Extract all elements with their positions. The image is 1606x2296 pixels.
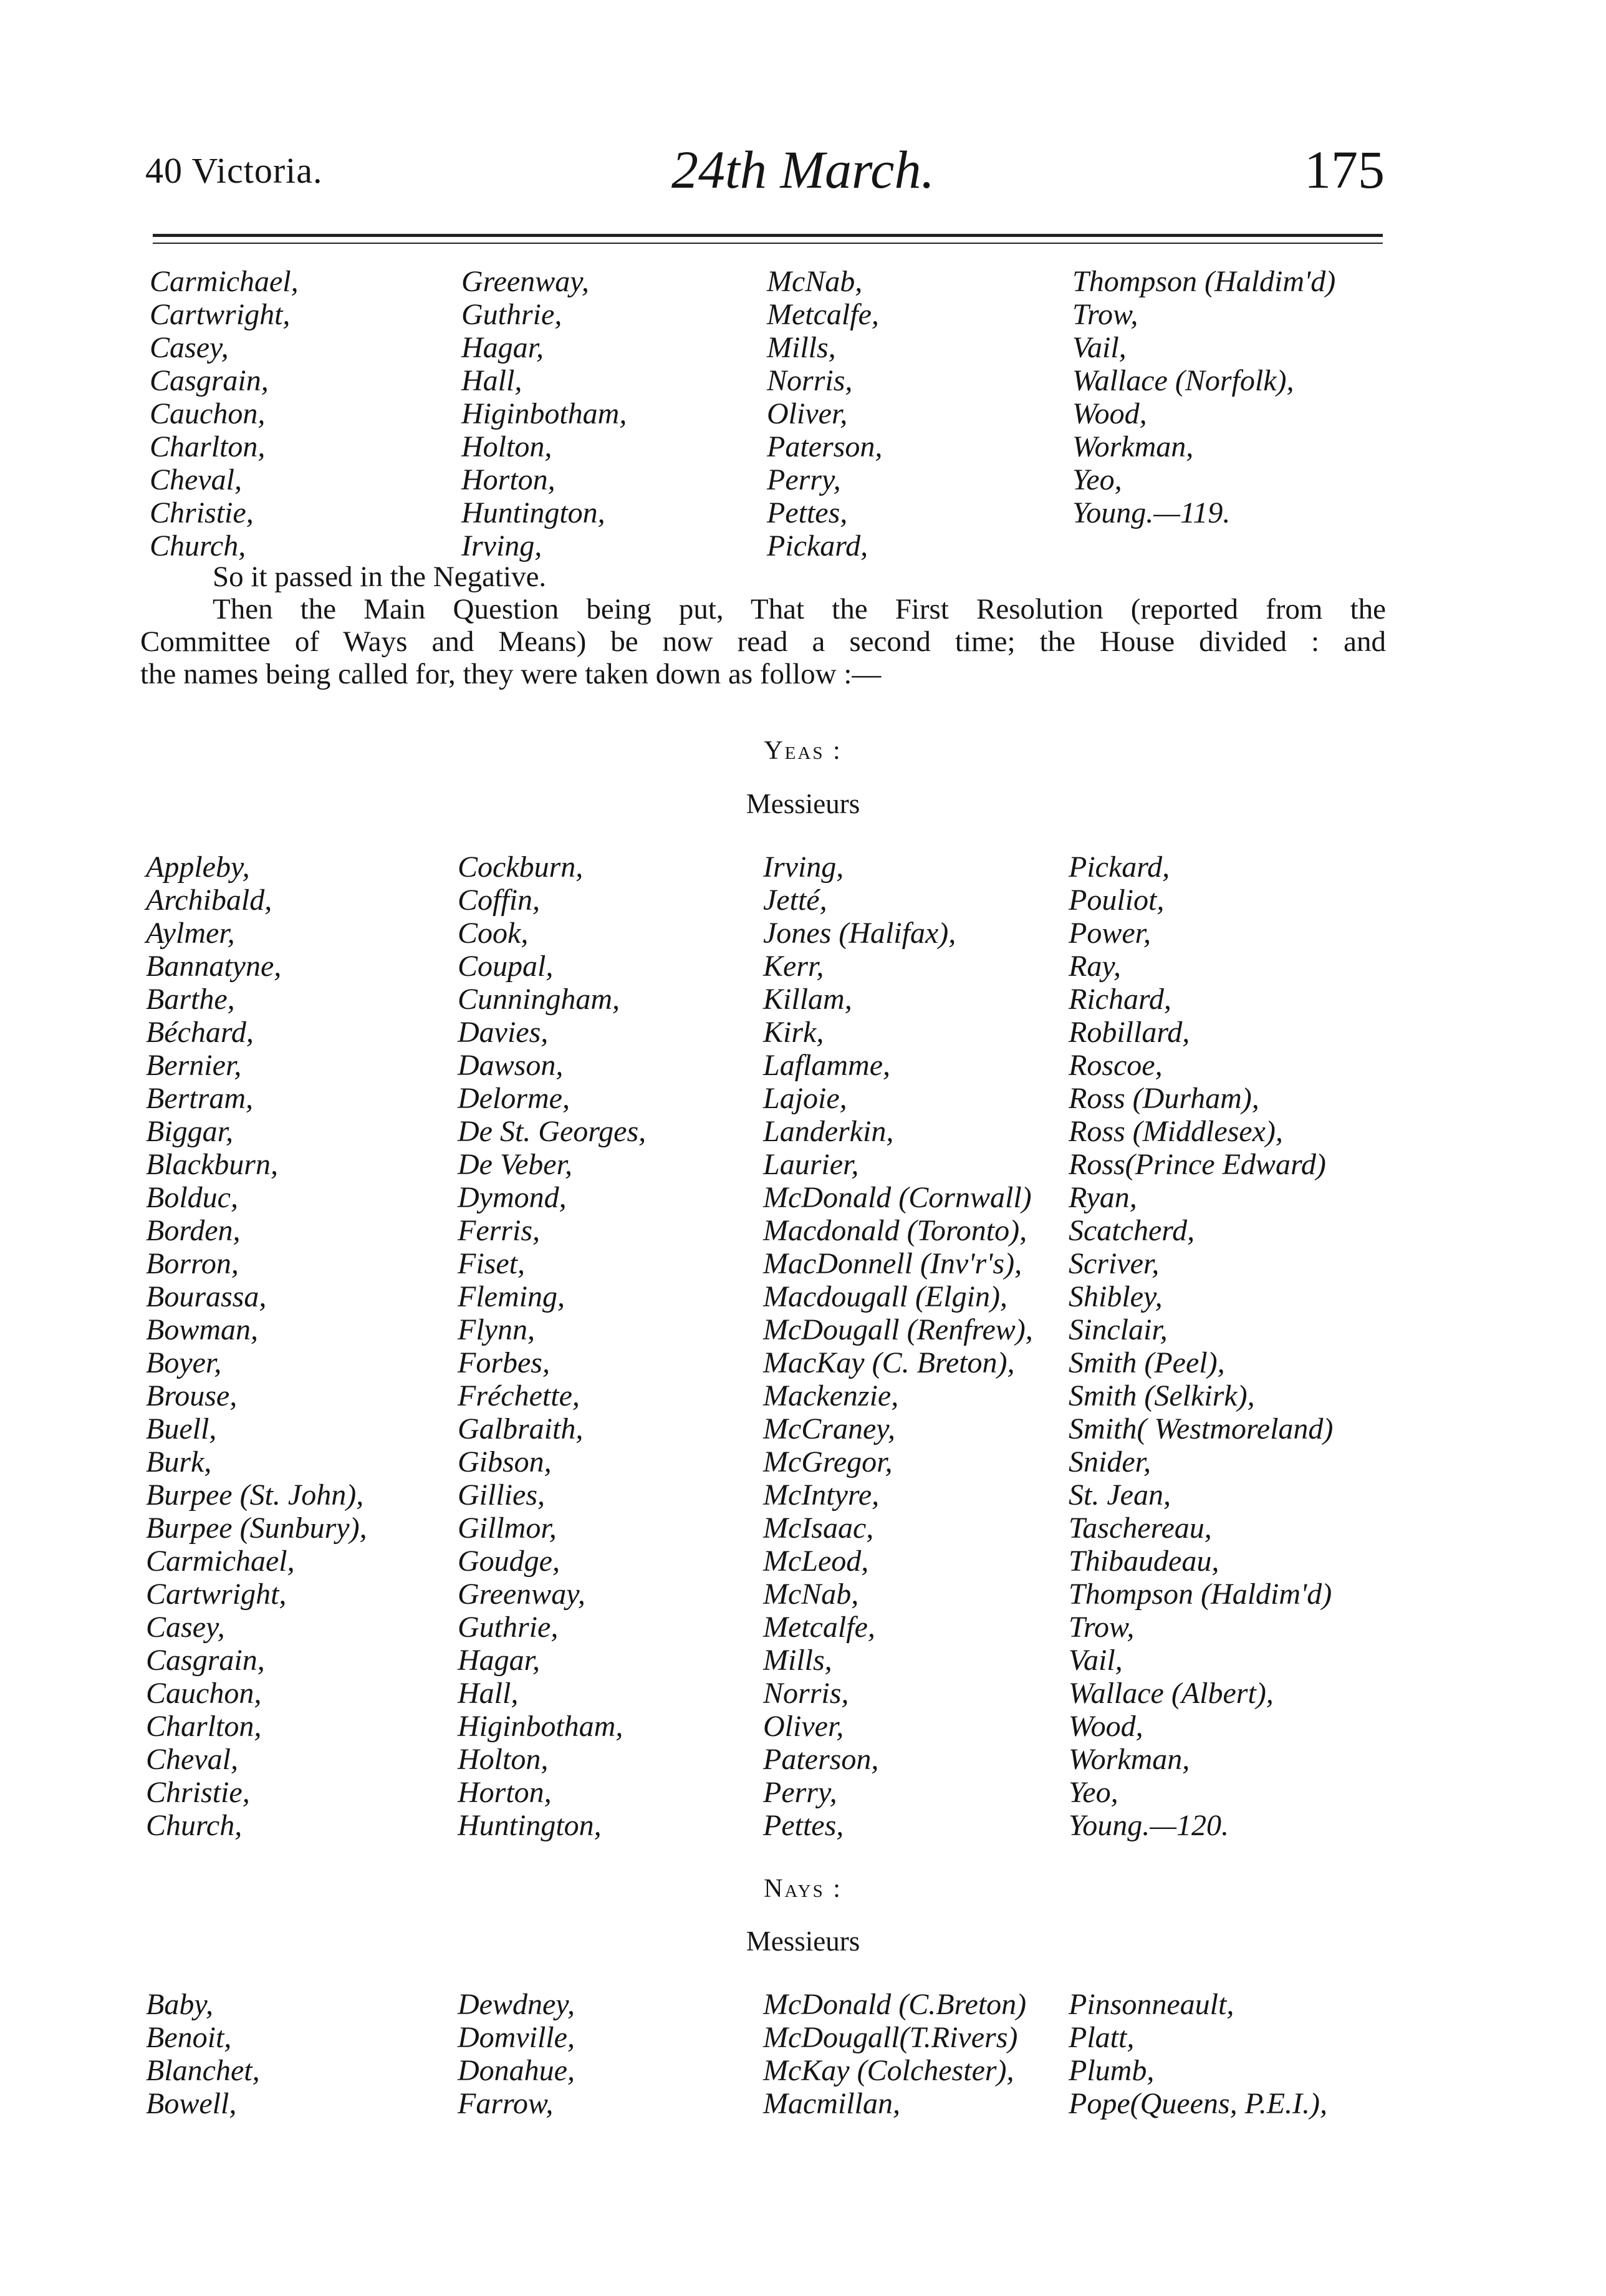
member-name: Borron, <box>146 1247 239 1280</box>
yeas-column <box>146 851 458 1842</box>
previous-division-list <box>150 265 1397 562</box>
member-name: Forbes, <box>458 1346 550 1379</box>
member-name: Appleby, <box>146 851 250 884</box>
member-name: Domville, <box>458 2021 575 2054</box>
nays-column <box>1069 1988 1393 2120</box>
member-name: Hagar, <box>461 331 544 364</box>
member-name: Dawson, <box>458 1049 564 1082</box>
member-name: Borden, <box>146 1214 241 1247</box>
member-name: Richard, <box>1069 983 1171 1016</box>
member-name: McCraney, <box>763 1412 895 1445</box>
member-name: Coffin, <box>458 884 541 917</box>
member-name: Pettes, <box>767 496 848 529</box>
member-name: Archibald, <box>146 884 272 917</box>
motion-line-2: Committee of Ways and Means) be now read a second time; the House divided : and <box>140 625 1386 658</box>
member-name: Casey, <box>146 1611 225 1644</box>
member-name: Church, <box>146 1809 243 1842</box>
member-name: Platt, <box>1069 2021 1135 2054</box>
member-name: Cauchon, <box>150 397 266 430</box>
nays-column <box>146 1988 458 2120</box>
member-name: Horton, <box>461 463 555 496</box>
member-name: Yeo, <box>1072 463 1122 496</box>
member-name: Landerkin, <box>763 1115 894 1148</box>
header-rule-thin <box>153 243 1383 244</box>
member-name: Carmichael, <box>150 265 299 298</box>
member-name: Laflamme, <box>763 1049 890 1082</box>
member-name: Higinbotham, <box>458 1710 623 1743</box>
member-name: Burk, <box>146 1445 212 1478</box>
member-name: Charlton, <box>150 430 266 463</box>
member-name: Goudge, <box>458 1545 560 1578</box>
member-name: Metcalfe, <box>767 298 879 331</box>
member-name: Casgrain, <box>146 1644 265 1677</box>
member-name: Mills, <box>763 1644 832 1677</box>
member-name: Gillmor, <box>458 1512 557 1545</box>
member-name: McDonald (C.Breton) <box>763 1988 1027 2021</box>
member-name: Norris, <box>763 1677 849 1710</box>
member-name: Brouse, <box>146 1379 238 1412</box>
member-name: Buell, <box>146 1412 217 1445</box>
member-name: Béchard, <box>146 1016 254 1049</box>
member-name: Killam, <box>763 983 852 1016</box>
member-name: Ferris, <box>458 1214 540 1247</box>
member-name: Baby, <box>146 1988 213 2021</box>
member-name: McDougall (Renfrew), <box>763 1313 1033 1346</box>
member-name: Guthrie, <box>458 1611 559 1644</box>
member-name: Ray, <box>1069 950 1121 983</box>
member-name: Plumb, <box>1069 2054 1155 2087</box>
yeas-column <box>1069 851 1393 1842</box>
member-name: Jetté, <box>763 884 827 917</box>
member-name: Ross(Prince Edward) <box>1069 1148 1326 1181</box>
member-name: Hall, <box>461 364 522 397</box>
nays-column <box>763 1988 1069 2120</box>
member-name: Macdonald (Toronto), <box>763 1214 1027 1247</box>
member-name: Pope(Queens, P.E.I.), <box>1069 2087 1327 2120</box>
member-name: Lajoie, <box>763 1082 847 1115</box>
division-column <box>461 265 767 562</box>
member-name: Irving, <box>763 851 844 884</box>
member-name: Pickard, <box>767 529 868 562</box>
member-name: Barthe, <box>146 983 235 1016</box>
member-name: Jones (Halifax), <box>763 917 956 950</box>
member-name: Hall, <box>458 1677 519 1710</box>
member-name: Hagar, <box>458 1644 541 1677</box>
member-name: Cheval, <box>146 1743 238 1776</box>
member-name: Bannatyne, <box>146 950 282 983</box>
member-name: Paterson, <box>767 430 883 463</box>
yeas-subheading: Messieurs <box>746 788 860 819</box>
member-name: Bowman, <box>146 1313 258 1346</box>
member-name: Bowell, <box>146 2087 237 2120</box>
member-name: Bolduc, <box>146 1181 238 1214</box>
division-column <box>767 265 1072 562</box>
member-name: Trow, <box>1069 1611 1135 1644</box>
member-name: Bourassa, <box>146 1280 267 1313</box>
member-name: Dymond, <box>458 1181 567 1214</box>
member-name: De Veber, <box>458 1148 572 1181</box>
member-name: St. Jean, <box>1069 1478 1171 1512</box>
member-name: Metcalfe, <box>763 1611 875 1644</box>
yeas-heading: Yeas : <box>764 736 842 765</box>
member-name: Vail, <box>1069 1644 1123 1677</box>
member-name: Charlton, <box>146 1710 262 1743</box>
member-name: Perry, <box>767 463 841 496</box>
member-name: MacDonnell (Inv'r's), <box>763 1247 1022 1280</box>
member-name: Carmichael, <box>146 1545 295 1578</box>
motion-line-1: Then the Main Question being put, That the First Resolution (reported from the <box>213 593 1386 625</box>
member-name: Cauchon, <box>146 1677 262 1710</box>
member-name: Guthrie, <box>461 298 562 331</box>
member-name: Blackburn, <box>146 1148 278 1181</box>
member-name: Vail, <box>1072 331 1127 364</box>
member-name: McIntyre, <box>763 1478 880 1512</box>
member-name: Irving, <box>461 529 542 562</box>
member-name: De St. Georges, <box>458 1115 647 1148</box>
yeas-list <box>146 851 1393 1842</box>
negative-result-line: So it passed in the Negative. <box>213 561 547 593</box>
member-name: Cartwright, <box>150 298 291 331</box>
member-name: Bertram, <box>146 1082 253 1115</box>
member-name: Biggar, <box>146 1115 234 1148</box>
member-name: Wood, <box>1072 397 1147 430</box>
member-name: Gillies, <box>458 1478 545 1512</box>
member-name: Bernier, <box>146 1049 242 1082</box>
member-name: Church, <box>150 529 246 562</box>
member-name: Pouliot, <box>1069 884 1165 917</box>
member-name: Paterson, <box>763 1743 879 1776</box>
member-name: Pinsonneault, <box>1069 1988 1234 2021</box>
member-name: Smith (Selkirk), <box>1069 1379 1255 1412</box>
member-name: Cartwright, <box>146 1578 287 1611</box>
member-name: Pickard, <box>1069 851 1170 884</box>
member-name: Kerr, <box>763 950 824 983</box>
motion-line-3: the names being called for, they were taken down as follow :— <box>140 658 882 690</box>
member-name: Perry, <box>763 1776 837 1809</box>
member-name: Blanchet, <box>146 2054 260 2087</box>
member-name: Christie, <box>146 1776 250 1809</box>
member-name: Davies, <box>458 1016 549 1049</box>
member-name: Casgrain, <box>150 364 269 397</box>
member-name: Flynn, <box>458 1313 535 1346</box>
member-name: Farrow, <box>458 2087 554 2120</box>
member-name: McDougall(T.Rivers) <box>763 2021 1018 2054</box>
division-column <box>1072 265 1397 562</box>
member-name: Thompson (Haldim'd) <box>1072 265 1336 298</box>
member-name: Macmillan, <box>763 2087 900 2120</box>
member-name: Scatcherd, <box>1069 1214 1195 1247</box>
member-name: Workman, <box>1072 430 1194 463</box>
member-name: Wood, <box>1069 1710 1143 1743</box>
member-name: Burpee (St. John), <box>146 1478 364 1512</box>
page-number: 175 <box>1304 140 1385 200</box>
member-name: Yeo, <box>1069 1776 1118 1809</box>
member-name: McNab, <box>767 265 863 298</box>
yeas-column <box>458 851 763 1842</box>
yeas-column <box>763 851 1069 1842</box>
member-name: Holton, <box>458 1743 549 1776</box>
member-name: Trow, <box>1072 298 1138 331</box>
member-name: Smith( Westmoreland) <box>1069 1412 1334 1445</box>
member-name: Higinbotham, <box>461 397 627 430</box>
member-name: McIsaac, <box>763 1512 874 1545</box>
member-name: Galbraith, <box>458 1412 584 1445</box>
member-name: Benoit, <box>146 2021 232 2054</box>
member-name: Norris, <box>767 364 853 397</box>
member-name: Smith (Peel), <box>1069 1346 1225 1379</box>
member-name: Macdougall (Elgin), <box>763 1280 1007 1313</box>
member-name: Aylmer, <box>146 917 235 950</box>
member-name: Kirk, <box>763 1016 824 1049</box>
nays-heading: Nays : <box>764 1874 842 1903</box>
member-name: Coupal, <box>458 950 554 983</box>
nays-subheading: Messieurs <box>746 1926 860 1957</box>
division-column <box>150 265 461 562</box>
member-name: MacKay (C. Breton), <box>763 1346 1015 1379</box>
nays-list <box>146 1988 1393 2120</box>
member-name: Power, <box>1069 917 1151 950</box>
member-name: Casey, <box>150 331 229 364</box>
member-name: McNab, <box>763 1578 859 1611</box>
member-name: Ryan, <box>1069 1181 1137 1214</box>
member-name: Young.—119. <box>1072 496 1231 529</box>
member-name: Snider, <box>1069 1445 1151 1478</box>
member-name: Thibaudeau, <box>1069 1545 1219 1578</box>
member-name: Cockburn, <box>458 851 584 884</box>
session-label: 40 Victoria. <box>145 150 323 191</box>
nays-column <box>458 1988 763 2120</box>
member-name: McDonald (Cornwall) <box>763 1181 1032 1214</box>
member-name: Taschereau, <box>1069 1512 1212 1545</box>
member-name: Robillard, <box>1069 1016 1190 1049</box>
member-name: Dewdney, <box>458 1988 575 2021</box>
member-name: Gibson, <box>458 1445 552 1478</box>
header-rule <box>153 234 1383 237</box>
member-name: Cook, <box>458 917 529 950</box>
member-name: Ross (Middlesex), <box>1069 1115 1283 1148</box>
member-name: Holton, <box>461 430 552 463</box>
member-name: Roscoe, <box>1069 1049 1163 1082</box>
member-name: Boyer, <box>146 1346 222 1379</box>
member-name: Oliver, <box>763 1710 844 1743</box>
member-name: Wallace (Albert), <box>1069 1677 1274 1710</box>
member-name: Laurier, <box>763 1148 859 1181</box>
member-name: Cunningham, <box>458 983 620 1016</box>
member-name: McKay (Colchester), <box>763 2054 1014 2087</box>
member-name: Horton, <box>458 1776 552 1809</box>
member-name: Young.—120. <box>1069 1809 1229 1842</box>
member-name: Fréchette, <box>458 1379 580 1412</box>
member-name: Workman, <box>1069 1743 1190 1776</box>
member-name: Fiset, <box>458 1247 525 1280</box>
member-name: Delorme, <box>458 1082 570 1115</box>
member-name: Scriver, <box>1069 1247 1160 1280</box>
member-name: Burpee (Sunbury), <box>146 1512 367 1545</box>
member-name: McLeod, <box>763 1545 869 1578</box>
member-name: Ross (Durham), <box>1069 1082 1259 1115</box>
member-name: Shibley, <box>1069 1280 1163 1313</box>
member-name: Cheval, <box>150 463 242 496</box>
member-name: McGregor, <box>763 1445 893 1478</box>
member-name: Huntington, <box>458 1809 602 1842</box>
member-name: Wallace (Norfolk), <box>1072 364 1294 397</box>
member-name: Thompson (Haldim'd) <box>1069 1578 1332 1611</box>
member-name: Sinclair, <box>1069 1313 1168 1346</box>
member-name: Mills, <box>767 331 836 364</box>
member-name: Huntington, <box>461 496 605 529</box>
member-name: Christie, <box>150 496 254 529</box>
member-name: Pettes, <box>763 1809 844 1842</box>
member-name: Fleming, <box>458 1280 565 1313</box>
member-name: Mackenzie, <box>763 1379 899 1412</box>
date-heading: 24th March. <box>671 140 935 200</box>
member-name: Greenway, <box>461 265 589 298</box>
member-name: Donahue, <box>458 2054 575 2087</box>
member-name: Oliver, <box>767 397 848 430</box>
member-name: Greenway, <box>458 1578 585 1611</box>
